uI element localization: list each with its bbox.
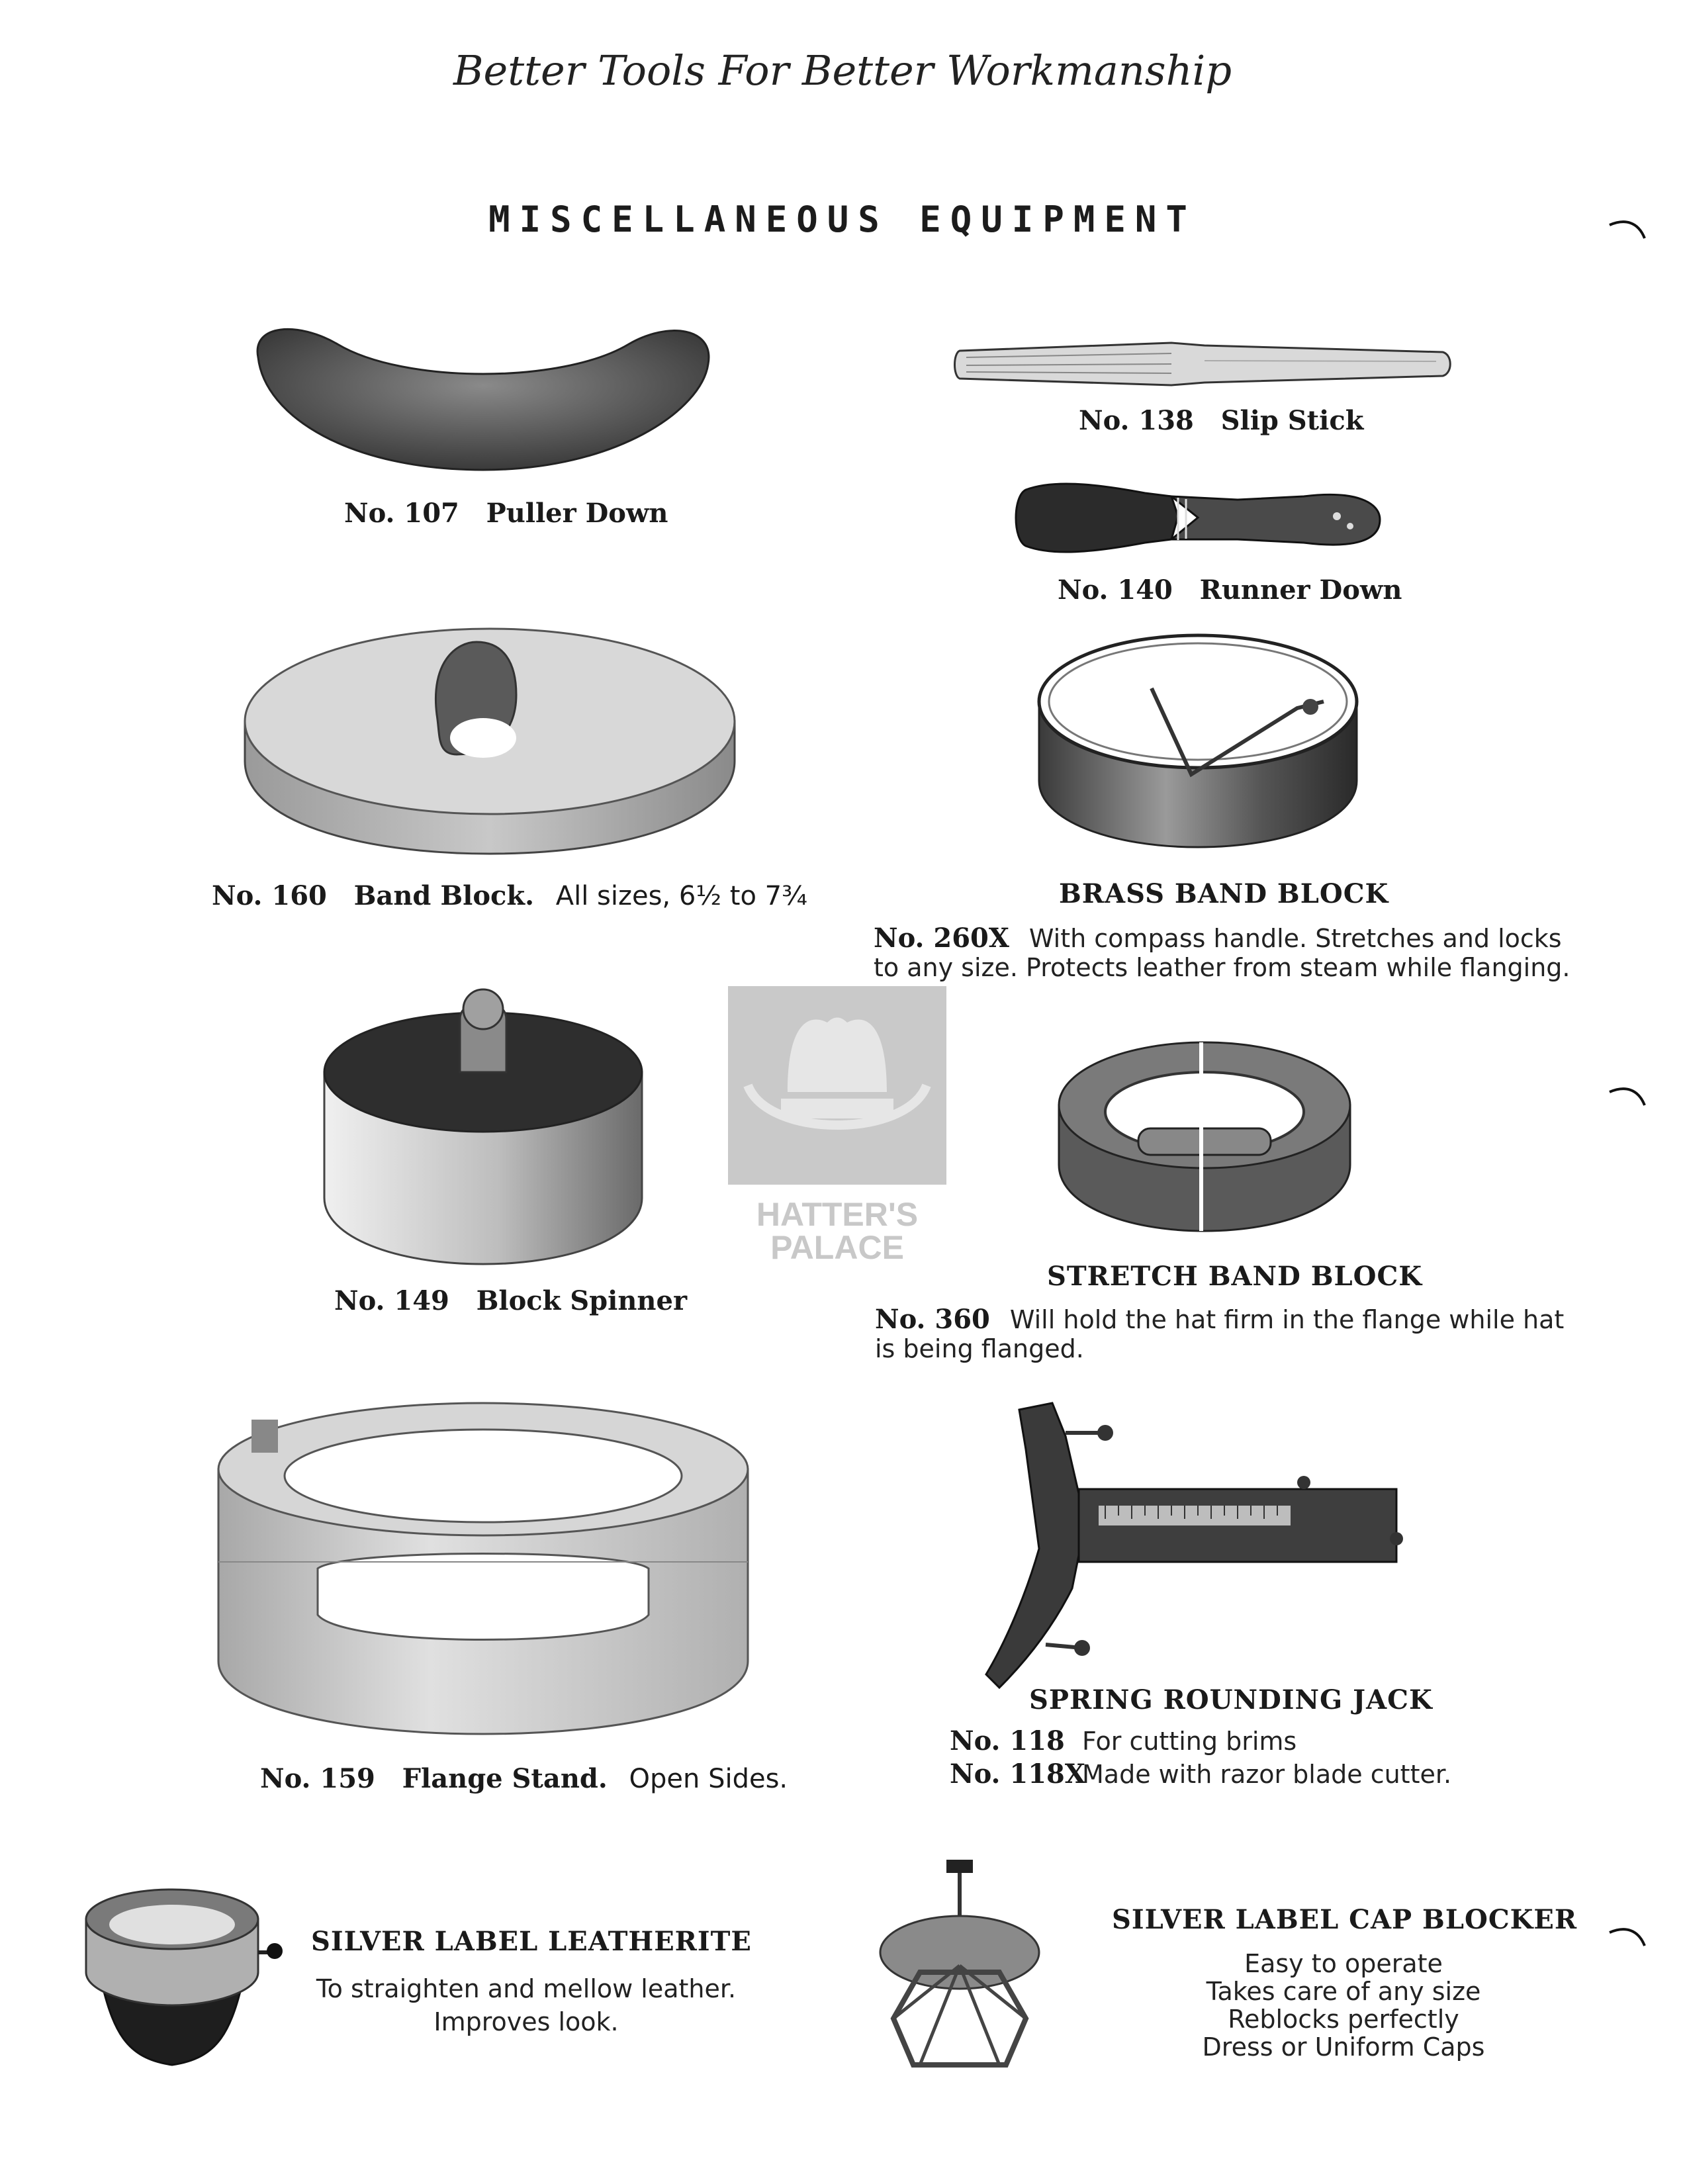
- watermark-line: PALACE: [770, 1229, 904, 1266]
- desc-line: Takes care of any size: [1206, 1977, 1481, 2006]
- desc-line: To straighten and mellow leather.: [316, 1974, 737, 2003]
- puller-down-illustration: [245, 318, 721, 483]
- hatters-palace-logo-icon: [728, 986, 946, 1185]
- item-number: No. 149: [334, 1285, 449, 1316]
- band-block-caption: [212, 880, 807, 911]
- binder-hole-mark-icon: [1608, 218, 1648, 245]
- desc-line: Will hold the hat firm in the flange while hat: [1009, 1305, 1565, 1334]
- puller-down-caption: [344, 498, 668, 529]
- runner-down-caption: [1058, 574, 1402, 606]
- runner-down-illustration: [1013, 477, 1390, 563]
- desc-line: Reblocks perfectly: [1228, 2005, 1459, 2034]
- item-detail: Open Sides.: [629, 1764, 788, 1794]
- binder-hole-mark-icon: [1608, 1926, 1648, 1952]
- brass-band-block-description: [874, 924, 1571, 982]
- flange-stand-illustration: [212, 1396, 754, 1741]
- item-detail: All sizes, 6½ to 7¾: [555, 881, 807, 911]
- spring-rounding-jack-description: [950, 1725, 1451, 1791]
- item-number: No. 160: [212, 880, 327, 911]
- desc-line: For cutting brims: [1082, 1727, 1297, 1756]
- watermark-text: [728, 1198, 946, 1264]
- spring-rounding-jack-heading: SPRING ROUNDING JACK: [1029, 1684, 1433, 1715]
- desc-line: is being flanged.: [875, 1334, 1084, 1363]
- item-number: No. 118X: [950, 1758, 1085, 1790]
- item-number: No. 138: [1079, 405, 1194, 436]
- section-title: MISCELLANEOUS EQUIPMENT: [488, 199, 1197, 240]
- item-name: Block Spinner: [476, 1285, 688, 1316]
- watermark-line: HATTER'S: [756, 1196, 919, 1233]
- block-spinner-illustration: [318, 979, 649, 1271]
- desc-line: Made with razor blade cutter.: [1082, 1760, 1452, 1789]
- binder-hole-mark-icon: [1608, 1085, 1648, 1112]
- item-number: No. 360: [875, 1304, 990, 1335]
- item-number: No. 107: [344, 498, 459, 529]
- item-number: No. 118: [950, 1725, 1065, 1756]
- brass-band-block-heading: BRASS BAND BLOCK: [1059, 878, 1389, 909]
- stretch-band-block-heading: STRETCH BAND BLOCK: [1047, 1261, 1423, 1292]
- leatherite-description: [278, 1972, 774, 2038]
- item-number: No. 140: [1058, 574, 1173, 606]
- cap-blocker-illustration: [874, 1860, 1046, 2078]
- desc-line: to any size. Protects leather from steam while flanging.: [874, 953, 1571, 982]
- desc-line: Improves look.: [433, 2007, 619, 2036]
- spring-rounding-jack-illustration: [979, 1396, 1410, 1694]
- item-name: Flange Stand.: [402, 1763, 608, 1794]
- stretch-band-block-description: [875, 1305, 1564, 1363]
- desc-line: With compass handle. Stretches and locks: [1028, 924, 1562, 953]
- item-name: Slip Stick: [1220, 405, 1364, 436]
- desc-line: Easy to operate: [1244, 1949, 1443, 1978]
- item-name: Runner Down: [1199, 574, 1402, 606]
- block-spinner-caption: [334, 1285, 687, 1316]
- brass-band-block-illustration: [1032, 629, 1363, 854]
- band-block-illustration: [238, 622, 741, 860]
- slip-stick-illustration: [953, 331, 1456, 397]
- cap-blocker-heading: SILVER LABEL CAP BLOCKER: [1112, 1904, 1578, 1935]
- item-name: Puller Down: [486, 498, 668, 529]
- cap-blocker-description: [1112, 1950, 1575, 2061]
- leatherite-illustration: [73, 1873, 285, 2071]
- page-header: Better Tools For Better Workmanship: [453, 46, 1232, 95]
- item-number: No. 260X: [874, 923, 1009, 954]
- slip-stick-caption: [1079, 405, 1363, 436]
- leatherite-heading: SILVER LABEL LEATHERITE: [311, 1926, 752, 1957]
- stretch-band-block-illustration: [1052, 1039, 1357, 1238]
- desc-line: Dress or Uniform Caps: [1202, 2032, 1485, 2062]
- item-name: Band Block.: [353, 880, 534, 911]
- flange-stand-caption: [260, 1763, 788, 1794]
- item-number: No. 159: [260, 1763, 375, 1794]
